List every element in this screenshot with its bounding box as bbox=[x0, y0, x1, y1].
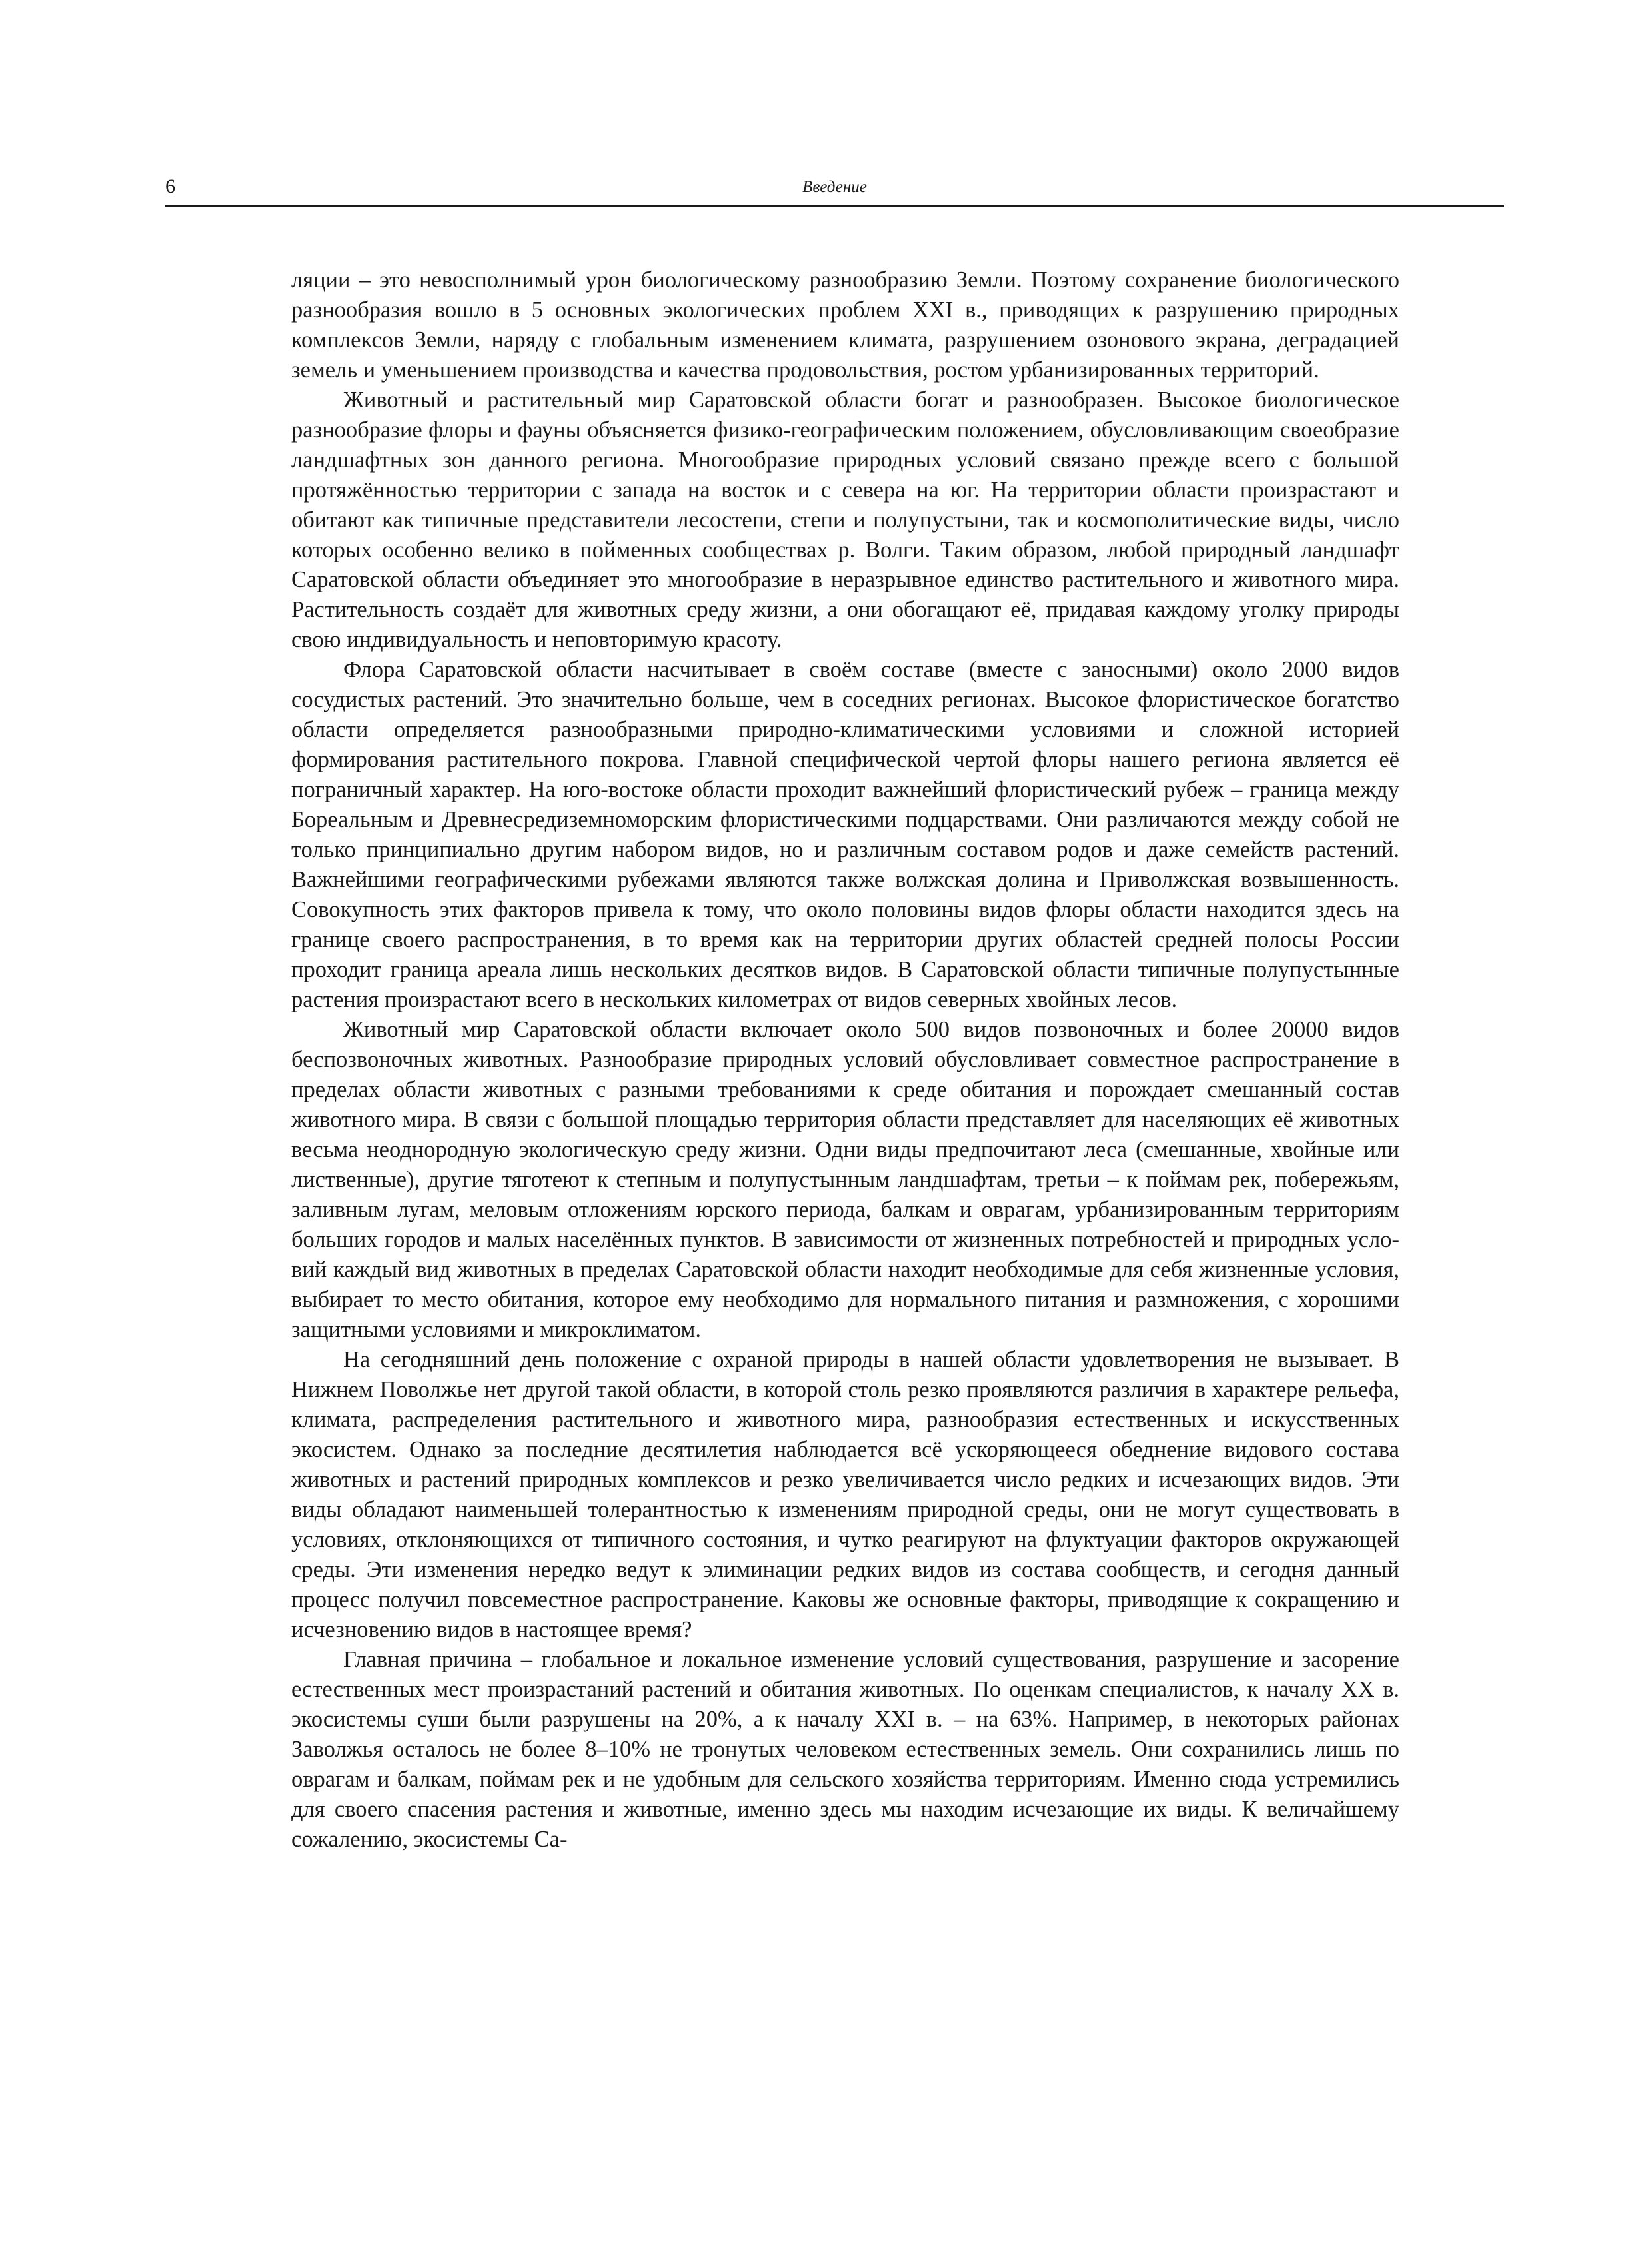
paragraph-continuation: ляции – это невосполнимый урон биологическому разнообразию Земли. Поэтому сохранение биологического разнообразия вошло в 5 основных экологических проблем XXI в., приводящих к разрушению природных комплексов Земли, наряду с глобальным изменением климата, разрушением озонового экрана, деградацией земель и уменьшением производства и качества продовольствия, ростом урбанизированных территорий. bbox=[291, 267, 1399, 383]
paragraph-main-cause: Главная причина – глобальное и локальное изменение условий существования, разрушение и засорение естественных мест произрастаний растений и обитания животных. По оценкам специалистов, к началу XX в. экосистемы суши были разрушены на 20%, а к началу XXI в. – на 63%. Например, в некоторых районах Заволжья осталось не более 8–10% не тронутых человеком естественных земель. Они сохранились лишь по оврагам и балкам, поймам рек и не удобным для сельского хозяйства территориям. Именно сюда устремились для своего спасения растения и животные, именно здесь мы находим исчезающие их виды. К величайшему сожалению, экосистемы Са- bbox=[291, 1647, 1399, 1852]
paragraph-flora: Флора Саратовской области насчитывает в своём составе (вместе с заносными) около 2000 видов сосудистых растений. Это значительно больше, чем в соседних регионах. Высокое флористическое богатство области определяется разнообразными природно-климатическими условиями и сложной историей формирования растительного покрова. Главной специфической чертой флоры нашего региона является её пограничный характер. На юго-востоке области проходит важнейший флористический рубеж – граница между Бореальным и Древнесредиземноморским флористическими подцарствами. Они различаются между собой не только принципиально другим набором видов, но и различным составом родов и даже семейств растений. Важнейшими географическими рубежами являются также волжская долина и Приволжская возвышенность. Совокупность этих факторов привела к тому, что около половины видов флоры области находится здесь на границе своего распространения, в то время как на территории других областей средней полосы России проходит граница ареала лишь нескольких десятков видов. В Саратовской области типичные полупустынные растения произрастают всего в нескольких километрах от видов северных хвойных лесов. bbox=[291, 657, 1399, 1012]
running-header bbox=[165, 175, 1504, 207]
page-number: 6 bbox=[165, 175, 175, 197]
paragraph-fauna: Животный мир Саратовской области включает около 500 видов позвоночных и более 20000 видов беспозвоночных животных. Разнообразие природных условий обусловливает совместное распространение в пределах области животных с разными требованиями к среде обитания и порождает смешанный состав животного мира. В связи с большой площадью территория области представляет для населяющих её животных весьма неоднородную экологическую среду жизни. Одни виды предпочитают леса (смешанные, хвойные или лиственные), другие тяготеют к степным и полупустынным ландшафтам, третьи – к поймам рек, побережьям, заливным лугам, меловым отложениям юрского периода, балкам и оврагам, урбанизированным территориям больших городов и малых населённых пунктов. В зависимости от жизненных потребностей и природных условий каждый вид животных в пределах Саратовской области находит необходимые для себя жизненные условия, выбирает то место обитания, которое ему необходимо для нормального питания и размножения, с хорошими защитными условиями и микроклиматом. bbox=[291, 1017, 1399, 1342]
paragraph-nature-protection: На сегодняшний день положение с охраной природы в нашей области удовлетворения не вызывает. В Нижнем Поволжье нет другой такой области, в которой столь резко проявляются различия в характере рельефа, климата, распределения растительного и животного мира, разнообразия естественных и искусственных экосистем. Однако за последние десятилетия наблюдается всё ускоряющееся обеднение видового состава животных и растений природных комплексов и резко увеличивается число редких и исчезающих видов. Эти виды обладают наименьшей толерантностью к изменениям природной среды, они не могут существовать в условиях, отклоняющихся от типичного состояния, и чутко реагируют на флуктуации факторов окружающей среды. Эти изменения нередко ведут к элиминации редких видов из состава сообществ, и сегодня данный процесс получил повсеместное распространение. Каковы же основные факторы, приводящие к сокращению и исчезновению видов в настоящее время? bbox=[291, 1347, 1399, 1642]
body-text bbox=[291, 265, 1399, 1855]
paragraph-flora-fauna-diversity: Животный и растительный мир Саратовской области богат и разнообразен. Высокое биологическое разнообразие флоры и фауны объясняется физико-географическим положением, обусловливающим своеобразие ландшафтных зон данного региона. Многообразие природных условий связано прежде всего с большой протяжённостью территории с запада на восток и с севера на юг. На территории области произрастают и обитают как типичные представители лесостепи, степи и полупустыни, так и космополитические виды, число которых особенно велико в пойменных сообществах р. Волги. Таким образом, любой природный ландшафт Саратовской области объединяет это многообразие в неразрывное единство растительного и животного мира. Растительность создаёт для животных среду жизни, а они обогащают её, придавая каждому уголку природы свою индивидуальность и неповторимую красоту. bbox=[291, 387, 1399, 652]
section-title: Введение bbox=[802, 178, 867, 196]
